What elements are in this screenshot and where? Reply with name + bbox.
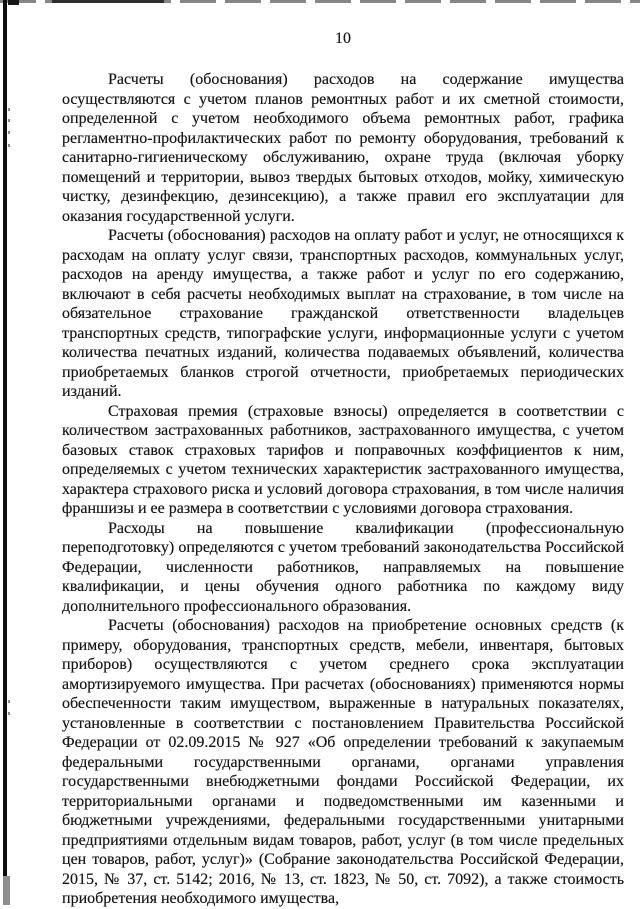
scan-top-edge-dark-segment: [52, 0, 164, 3]
scan-noise-speck: [8, 131, 10, 134]
paragraph: Расчеты (обоснования) расходов на содержание имущества осуществляются с учетом планов ремонтных работ и их сметной стоимости, определенной с учетом необходимого объема ремонтных работ, графика регламентно-профилактических работ по ремонту оборудования, требований к санитарно-гигиеническому обслуживанию, охране труда (включая уборку помещений и территории, вывоз твердых бытовых отходов, мойку, химическую чистку, дезинфекцию, дезинсекцию), а также правил его эксплуатации для оказания государственной услуги.: [62, 71, 624, 225]
scan-noise-speck: [8, 108, 10, 111]
scan-noise-speck: [8, 712, 10, 715]
document-body-text: [62, 70, 624, 909]
page-number: 10: [335, 30, 351, 47]
scan-corner-mark: [8, 0, 19, 5]
scan-left-edge-bar-bottom: [3, 876, 10, 905]
scan-noise-speck: [8, 119, 10, 122]
paragraph: Расходы на повышение квалификации (профессиональную переподготовку) определяются с учетом требований законодательства Российской Федерации, численности работников, направляемых на повышение квалификации, и цены обучения одного работника по каждому виду дополнительного профессионального образования.: [62, 519, 624, 615]
paragraph: Расчеты (обоснования) расходов на оплату работ и услуг, не относящихся к расходам на оплату услуг связи, транспортных расходов, коммунальных услуг, расходов на аренду имущества, а также работ и услуг по его содержанию, включают в себя расчеты необходимых выплат на страхование, в том числе на обязательное страхование гражданской ответственности владельцев транспортных средств, типографские услуги, информационные услуги с учетом количества печатных изданий, количества подаваемых объявлений, количества приобретаемых бланков строгой отчетности, приобретаемых периодических изданий.: [62, 227, 624, 400]
scan-noise-speck: [8, 700, 10, 703]
scan-left-edge-bar: [3, 0, 7, 878]
paragraph: Страховая премия (страховые взносы) определяется в соответствии с количеством застрахованных работников, застрахованного имущества, с учетом базовых ставок страховых тарифов и поправочных коэффициентов к ним, определяемых с учетом технических характеристик застрахованного имущества, характера страхового риска и условий договора страхования, в том числе наличия франшизы и ее размера в соответствии с условиями договора страхования.: [62, 402, 624, 517]
paragraph: Расчеты (обоснования) расходов на приобретение основных средств (к примеру, оборудования, транспортных средств, мебели, инвентаря, бытовых приборов) осуществляются с учетом среднего срока эксплуатации амортизируемого имущества. При расчетах (обоснованиях) применяются нормы обеспеченности таким имуществом, выраженные в натуральных показателях, установленные в соответствии с постановлением Правительства Российской Федерации от 02.09.2015 № 927 «Об определении требований к закупаемым федеральными государственными органами, органами управления государственными внебюджетными фондами Российской Федерации, их территориальными органами и подведомственными им казенными и бюджетными учреждениями, федеральными государственными унитарными предприятиями отдельным видам товаров, работ, услуг (в том числе предельных цен товаров, работ, услуг)» (Собрание законодательства Российской Федерации, 2015, № 37, ст. 5142; 2016, № 13, ст. 1823, № 50, ст. 7092), а также стоимость приобретения необходимого имущества,: [62, 617, 624, 907]
scan-noise-speck: [8, 144, 10, 147]
